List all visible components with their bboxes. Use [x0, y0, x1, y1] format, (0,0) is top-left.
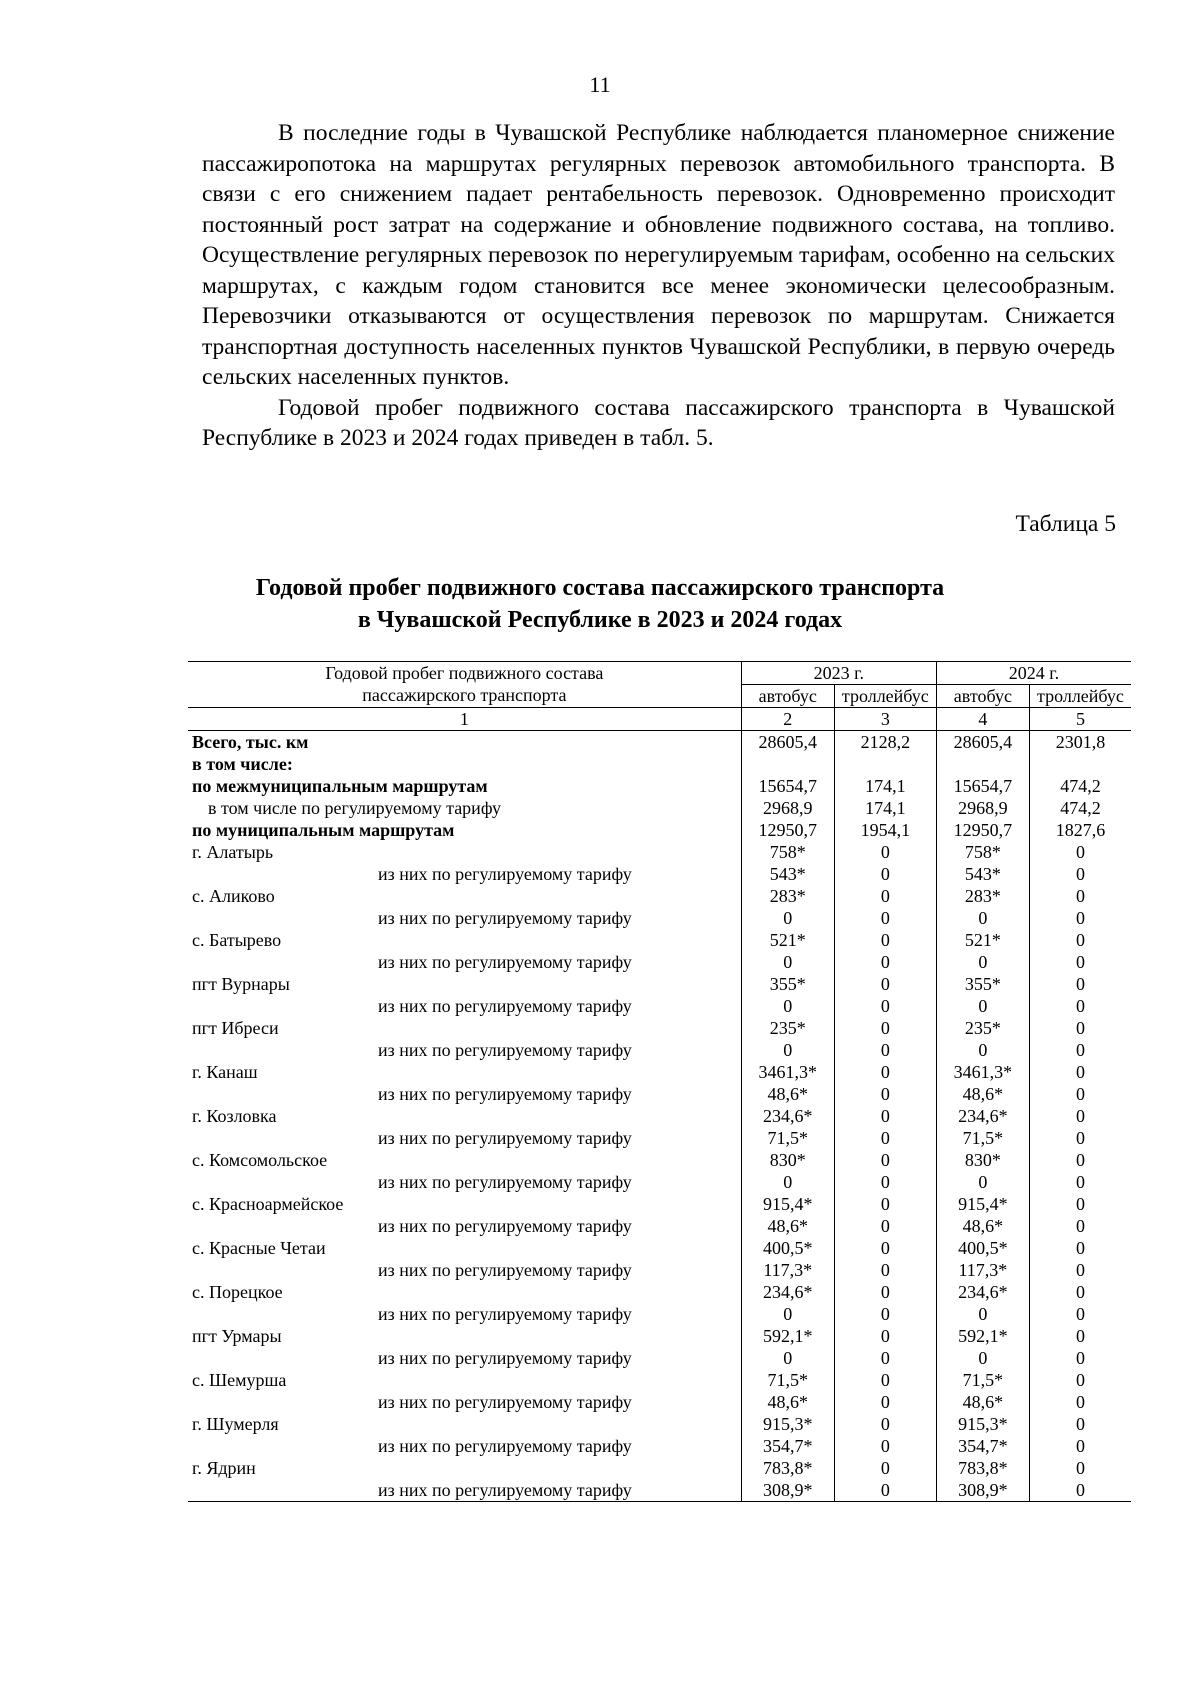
row-label: из них по регулируемому тарифу [188, 1171, 741, 1193]
row-value: 0 [834, 1083, 936, 1105]
row-label: с. Батырево [188, 929, 741, 951]
row-label: с. Красные Четаи [188, 1237, 741, 1259]
row-label: из них по регулируемому тарифу [188, 907, 741, 929]
table-row [188, 1215, 1131, 1237]
row-value: 0 [834, 973, 936, 995]
row-value: 400,5* [741, 1237, 834, 1259]
row-value: 0 [936, 1039, 1029, 1061]
row-label: г. Ядрин [188, 1457, 741, 1479]
row-value: 354,7* [936, 1435, 1029, 1457]
row-label: с. Аликово [188, 885, 741, 907]
row-value: 0 [1029, 841, 1131, 863]
row-value: 0 [1029, 995, 1131, 1017]
row-value: 0 [936, 1171, 1029, 1193]
row-label: пгт Урмары [188, 1325, 741, 1347]
row-value: 0 [834, 1215, 936, 1237]
row-value: 234,6* [936, 1281, 1029, 1303]
table-row [188, 1127, 1131, 1149]
row-value: 2968,9 [741, 797, 834, 819]
row-value: 0 [1029, 1193, 1131, 1215]
row-value: 2301,8 [1029, 731, 1131, 754]
row-value: 0 [1029, 929, 1131, 951]
row-value: 308,9* [936, 1479, 1029, 1502]
row-value: 0 [834, 1281, 936, 1303]
row-value: 3461,3* [741, 1061, 834, 1083]
row-value [741, 753, 834, 775]
row-label: из них по регулируемому тарифу [188, 1391, 741, 1413]
row-value: 0 [834, 1237, 936, 1259]
table-title-line-1: Годовой пробег подвижного состава пассажирского транспорта [255, 575, 945, 601]
row-value: 0 [741, 951, 834, 973]
row-value: 0 [936, 951, 1029, 973]
table-row [188, 907, 1131, 929]
row-value: 48,6* [936, 1083, 1029, 1105]
row-label: г. Козловка [188, 1105, 741, 1127]
row-label: из них по регулируемому тарифу [188, 1127, 741, 1149]
row-value: 0 [1029, 1479, 1131, 1502]
row-value: 71,5* [741, 1127, 834, 1149]
row-value: 48,6* [741, 1083, 834, 1105]
row-value: 0 [1029, 1347, 1131, 1369]
row-value: 0 [1029, 1237, 1131, 1259]
row-value: 2128,2 [834, 731, 936, 754]
table-row [188, 819, 1131, 841]
table-row [188, 1259, 1131, 1281]
row-value: 2968,9 [936, 797, 1029, 819]
table-row [188, 1083, 1131, 1105]
row-value: 0 [1029, 1259, 1131, 1281]
row-value: 0 [1029, 885, 1131, 907]
row-label: по муниципальным маршрутам [188, 819, 741, 841]
row-value: 758* [741, 841, 834, 863]
table-row [188, 863, 1131, 885]
row-value: 0 [834, 1369, 936, 1391]
row-value: 521* [936, 929, 1029, 951]
row-value: 235* [936, 1017, 1029, 1039]
row-value: 0 [1029, 1149, 1131, 1171]
row-value: 0 [834, 1127, 936, 1149]
row-label: из них по регулируемому тарифу [188, 863, 741, 885]
row-label: по межмуниципальным маршрутам [188, 775, 741, 797]
row-value: 234,6* [741, 1105, 834, 1127]
row-label: с. Шемурша [188, 1369, 741, 1391]
row-value: 0 [834, 1061, 936, 1083]
row-value: 0 [741, 1039, 834, 1061]
row-value: 0 [741, 1347, 834, 1369]
row-label: с. Комсомольское [188, 1149, 741, 1171]
row-label: с. Порецкое [188, 1281, 741, 1303]
row-label: Всего, тыс. км [188, 731, 741, 754]
row-value: 354,7* [741, 1435, 834, 1457]
row-value: 48,6* [741, 1391, 834, 1413]
table-title-line-2: в Чувашской Республике в 2023 и 2024 годах [357, 607, 843, 633]
table-row [188, 1457, 1131, 1479]
row-value: 355* [741, 973, 834, 995]
row-value: 355* [936, 973, 1029, 995]
table-header-row [188, 662, 1131, 685]
row-value [1029, 753, 1131, 775]
row-value: 0 [834, 1347, 936, 1369]
row-value: 915,4* [936, 1193, 1029, 1215]
row-value: 0 [936, 1347, 1029, 1369]
row-value: 234,6* [936, 1105, 1029, 1127]
row-value: 0 [1029, 1127, 1131, 1149]
row-value: 758* [936, 841, 1029, 863]
row-value: 234,6* [741, 1281, 834, 1303]
row-value: 0 [741, 1171, 834, 1193]
row-value: 0 [834, 1193, 936, 1215]
row-value: 0 [1029, 1083, 1131, 1105]
header-main-line-2: пассажирского транспорта [362, 685, 567, 705]
row-value: 0 [834, 1391, 936, 1413]
row-label: из них по регулируемому тарифу [188, 1479, 741, 1502]
header-main-cell [188, 662, 741, 708]
table-row [188, 885, 1131, 907]
row-value [834, 753, 936, 775]
table-title [0, 572, 1200, 636]
table-row [188, 753, 1131, 775]
row-value: 0 [1029, 1435, 1131, 1457]
row-label: из них по регулируемому тарифу [188, 1435, 741, 1457]
row-value: 400,5* [936, 1237, 1029, 1259]
row-value: 474,2 [1029, 797, 1131, 819]
row-value: 0 [834, 1149, 936, 1171]
row-value: 0 [1029, 973, 1131, 995]
row-value: 71,5* [936, 1127, 1029, 1149]
row-value: 0 [834, 1105, 936, 1127]
row-value: 0 [1029, 1039, 1131, 1061]
row-label: в том числе по регулируемому тарифу [188, 797, 741, 819]
row-value: 0 [1029, 1105, 1131, 1127]
row-value: 12950,7 [936, 819, 1029, 841]
row-value: 235* [741, 1017, 834, 1039]
row-value: 592,1* [741, 1325, 834, 1347]
table-row [188, 1171, 1131, 1193]
row-value: 915,4* [741, 1193, 834, 1215]
row-value: 0 [834, 1039, 936, 1061]
row-value: 71,5* [741, 1369, 834, 1391]
table-label: Таблица 5 [1015, 511, 1116, 537]
row-value: 308,9* [741, 1479, 834, 1502]
table-row [188, 775, 1131, 797]
table-row [188, 1281, 1131, 1303]
row-label: с. Красноармейское [188, 1193, 741, 1215]
row-value: 830* [741, 1149, 834, 1171]
mileage-table [188, 661, 1131, 1502]
row-label: из них по регулируемому тарифу [188, 995, 741, 1017]
row-label: из них по регулируемому тарифу [188, 1083, 741, 1105]
body-text [202, 118, 1115, 454]
row-value: 117,3* [741, 1259, 834, 1281]
table-row [188, 1105, 1131, 1127]
header-main-line-1: Годовой пробег подвижного состава [325, 663, 604, 683]
table-row [188, 1237, 1131, 1259]
row-value: 117,3* [936, 1259, 1029, 1281]
row-label: из них по регулируемому тарифу [188, 1347, 741, 1369]
row-value: 71,5* [936, 1369, 1029, 1391]
row-value: 915,3* [741, 1413, 834, 1435]
table-row [188, 951, 1131, 973]
paragraph-1: В последние годы в Чувашской Республике наблюдается планомерное снижение пассажиропотока на маршрутах регулярных перевозок автомобильного транспорта. В связи с его снижением падает рентабельность перевозок. Одновременно происходит постоянный рост затрат на содержание и обновление подвижного состава, на топливо. Осуществление регулярных перевозок по нерегулируемым тарифам, особенно на сельских маршрутах, с каждым годом становится все менее экономически целесообразным. Перевозчики отказываются от осуществления перевозок по маршрутам. Снижается транспортная доступность населенных пунктов Чувашской Республики, в первую очередь сельских населенных пунктов. [202, 120, 1115, 390]
col-number: 1 [188, 708, 741, 731]
table-row [188, 1325, 1131, 1347]
table-row [188, 797, 1131, 819]
row-value: 0 [834, 951, 936, 973]
row-value: 543* [741, 863, 834, 885]
row-value: 1954,1 [834, 819, 936, 841]
row-value: 0 [1029, 1303, 1131, 1325]
table-row [188, 1435, 1131, 1457]
row-value: 0 [1029, 1369, 1131, 1391]
row-value: 783,8* [741, 1457, 834, 1479]
row-value: 0 [834, 1435, 936, 1457]
row-value: 0 [1029, 1325, 1131, 1347]
row-label: из них по регулируемому тарифу [188, 1215, 741, 1237]
table-row [188, 1017, 1131, 1039]
row-value: 915,3* [936, 1413, 1029, 1435]
row-value: 28605,4 [936, 731, 1029, 754]
row-value: 0 [1029, 1171, 1131, 1193]
row-value: 0 [1029, 951, 1131, 973]
row-label: из них по регулируемому тарифу [188, 1039, 741, 1061]
table-row [188, 1347, 1131, 1369]
table-row [188, 995, 1131, 1017]
row-value [936, 753, 1029, 775]
row-value: 0 [834, 929, 936, 951]
column-number-row [188, 708, 1131, 731]
row-value: 0 [1029, 863, 1131, 885]
row-value: 783,8* [936, 1457, 1029, 1479]
row-value: 0 [834, 995, 936, 1017]
row-value: 0 [834, 1017, 936, 1039]
paragraph-2: Годовой пробег подвижного состава пассажирского транспорта в Чувашской Республике в 2023 и 2024 годах приведен в табл. 5. [202, 394, 1115, 451]
row-value: 0 [1029, 1061, 1131, 1083]
row-value: 283* [936, 885, 1029, 907]
table-row [188, 1479, 1131, 1502]
row-value: 0 [1029, 907, 1131, 929]
row-value: 592,1* [936, 1325, 1029, 1347]
row-value: 521* [741, 929, 834, 951]
row-value: 0 [834, 1171, 936, 1193]
row-value: 543* [936, 863, 1029, 885]
row-label: в том числе: [188, 753, 741, 775]
row-value: 0 [834, 863, 936, 885]
row-value: 0 [1029, 1017, 1131, 1039]
row-label: г. Алатырь [188, 841, 741, 863]
row-value: 830* [936, 1149, 1029, 1171]
row-value: 48,6* [741, 1215, 834, 1237]
header-trolley-2024: троллейбус [1029, 685, 1131, 708]
row-value: 0 [834, 841, 936, 863]
table-row [188, 1369, 1131, 1391]
row-value: 1827,6 [1029, 819, 1131, 841]
table-row [188, 973, 1131, 995]
table-row [188, 841, 1131, 863]
row-label: из них по регулируемому тарифу [188, 1303, 741, 1325]
page-number: 11 [589, 72, 611, 97]
row-value: 0 [834, 1479, 936, 1502]
row-label: г. Шумерля [188, 1413, 741, 1435]
row-label: г. Канаш [188, 1061, 741, 1083]
row-label: пгт Вурнары [188, 973, 741, 995]
row-value: 48,6* [936, 1215, 1029, 1237]
col-number: 2 [741, 708, 834, 731]
header-trolley-2023: троллейбус [834, 685, 936, 708]
header-year-2023: 2023 г. [741, 662, 936, 685]
row-value: 0 [1029, 1457, 1131, 1479]
table-row [188, 1303, 1131, 1325]
table-row [188, 1061, 1131, 1083]
col-number: 3 [834, 708, 936, 731]
table-row [188, 1039, 1131, 1061]
header-bus-2023: автобус [741, 685, 834, 708]
row-value: 48,6* [936, 1391, 1029, 1413]
row-value: 0 [741, 995, 834, 1017]
table-row [188, 929, 1131, 951]
row-value: 0 [834, 885, 936, 907]
header-bus-2024: автобус [936, 685, 1029, 708]
row-value: 0 [1029, 1281, 1131, 1303]
row-value: 0 [834, 907, 936, 929]
row-value: 174,1 [834, 775, 936, 797]
row-value: 28605,4 [741, 731, 834, 754]
row-value: 474,2 [1029, 775, 1131, 797]
row-value: 0 [936, 907, 1029, 929]
row-value: 0 [834, 1325, 936, 1347]
table-row [188, 1193, 1131, 1215]
row-value: 0 [1029, 1215, 1131, 1237]
row-value: 15654,7 [936, 775, 1029, 797]
row-label: пгт Ибреси [188, 1017, 741, 1039]
table-row [188, 731, 1131, 754]
row-value: 3461,3* [936, 1061, 1029, 1083]
row-value: 174,1 [834, 797, 936, 819]
col-number: 4 [936, 708, 1029, 731]
row-value: 283* [741, 885, 834, 907]
row-value: 0 [834, 1303, 936, 1325]
row-value: 0 [834, 1457, 936, 1479]
row-value: 0 [834, 1259, 936, 1281]
table-row [188, 1391, 1131, 1413]
row-value: 12950,7 [741, 819, 834, 841]
row-label: из них по регулируемому тарифу [188, 1259, 741, 1281]
col-number: 5 [1029, 708, 1131, 731]
table-row [188, 1413, 1131, 1435]
row-value: 0 [741, 1303, 834, 1325]
header-year-2024: 2024 г. [936, 662, 1131, 685]
row-value: 0 [936, 995, 1029, 1017]
row-value: 0 [741, 907, 834, 929]
table-row [188, 1149, 1131, 1171]
row-value: 15654,7 [741, 775, 834, 797]
row-label: из них по регулируемому тарифу [188, 951, 741, 973]
row-value: 0 [1029, 1413, 1131, 1435]
row-value: 0 [936, 1303, 1029, 1325]
row-value: 0 [834, 1413, 936, 1435]
row-value: 0 [1029, 1391, 1131, 1413]
